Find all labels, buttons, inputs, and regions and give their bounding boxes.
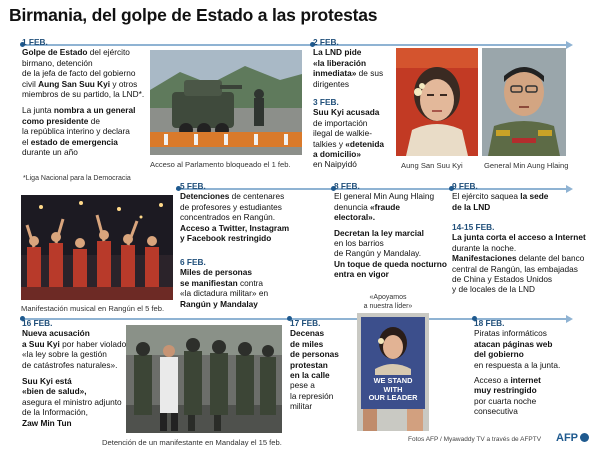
event-text: «la dictadura militar» bbox=[180, 288, 257, 299]
event-text: Aung San Suu Kyi bbox=[38, 78, 111, 89]
event-text: contra bbox=[237, 277, 264, 288]
event-text: de personas bbox=[290, 349, 339, 360]
rangoon-protest-photo bbox=[21, 195, 173, 300]
event-text: del ejército bbox=[87, 47, 130, 58]
event-text: Decenas bbox=[290, 328, 325, 339]
event-text: internet bbox=[510, 375, 541, 386]
event-date: 8 FEB. bbox=[334, 181, 360, 191]
event-text: del gobierno bbox=[474, 349, 524, 360]
event-text: de bbox=[88, 115, 100, 126]
general-caption: General Min Aung Hlaing bbox=[484, 161, 569, 170]
event-text: protestan bbox=[290, 359, 328, 370]
event-text: en los barrios bbox=[334, 238, 384, 249]
event-text: en bbox=[256, 288, 269, 299]
event-text: a Suu Kyi bbox=[22, 338, 60, 349]
event-text: «la ley sobre la gestión bbox=[22, 349, 107, 360]
sign-quote-line: a nuestra líder» bbox=[363, 302, 413, 310]
event-text: y de locales de la LND bbox=[452, 284, 536, 295]
event-feb-9 bbox=[452, 181, 592, 212]
event-text: Manifestaciones bbox=[452, 253, 517, 264]
event-text: muy restringido bbox=[474, 385, 537, 396]
event-text: El general Min Aung Hlaing bbox=[334, 191, 435, 202]
page-title: Birmania, del golpe de Estado a las protestas bbox=[9, 5, 378, 25]
event-text: por cuarta noche bbox=[474, 395, 537, 406]
sign-line: WITH bbox=[383, 384, 403, 394]
timeline-arrow-1 bbox=[566, 41, 573, 49]
event-text: La LND pide bbox=[313, 47, 362, 58]
event-text: la sede bbox=[520, 191, 549, 202]
event-feb-16 bbox=[22, 318, 132, 428]
event-date: 16 FEB. bbox=[22, 318, 53, 328]
event-text: Decretan la ley marcial bbox=[334, 227, 424, 238]
event-text: de miles bbox=[290, 338, 324, 349]
event-text: birmano, detención bbox=[22, 57, 93, 68]
event-text: estado de emergencia bbox=[30, 136, 118, 147]
event-feb-8 bbox=[334, 181, 454, 280]
event-text: atacan páginas web bbox=[474, 338, 553, 349]
event-text: de China y Estados Unidos bbox=[452, 274, 553, 285]
event-text: nombra a un general bbox=[53, 105, 136, 116]
sign-line: OUR LEADER bbox=[368, 393, 418, 403]
event-text: consecutiva bbox=[474, 406, 518, 417]
event-text: civil bbox=[22, 78, 39, 89]
event-text: Golpe de Estado bbox=[22, 47, 88, 58]
event-date: 2 FEB. bbox=[313, 37, 339, 47]
event-feb-2 bbox=[313, 37, 398, 89]
event-text: electoral». bbox=[334, 212, 376, 223]
event-text: inmediata» bbox=[313, 68, 357, 79]
event-text: de la jefa de facto del gobierno bbox=[22, 68, 136, 79]
event-text: asegura el ministro adjunto bbox=[22, 396, 122, 407]
event-text: en respuesta a la junta. bbox=[474, 359, 561, 370]
event-date: 9 FEB. bbox=[452, 181, 478, 191]
event-text: Rangún y Mandalay bbox=[180, 298, 258, 309]
footnote: *Liga Nacional para la Democracia bbox=[23, 175, 131, 182]
protest-sign-photo bbox=[357, 313, 429, 431]
sign-text bbox=[361, 377, 425, 403]
afp-logo bbox=[556, 432, 589, 444]
event-text: La junta corta el acceso a Internet bbox=[452, 232, 586, 243]
event-text: de catástrofes naturales». bbox=[22, 359, 118, 370]
event-text: delante del banco bbox=[516, 253, 585, 264]
event-text: Piratas informáticos bbox=[474, 328, 547, 339]
event-date: 5 FEB. bbox=[180, 181, 206, 191]
afp-logo-globe-icon bbox=[580, 433, 589, 442]
event-text: la represión bbox=[290, 390, 334, 401]
event-feb-17 bbox=[290, 318, 352, 412]
event-date: 17 FEB. bbox=[290, 318, 321, 328]
event-feb-1 bbox=[22, 37, 157, 157]
event-text: ilegal de walkie- bbox=[313, 128, 373, 139]
sign-quote-line: «Apoyamos bbox=[369, 294, 407, 301]
event-text: Suu Kyi está bbox=[22, 376, 72, 387]
parliament-photo bbox=[150, 50, 302, 155]
event-text: de la LND bbox=[452, 201, 491, 212]
event-date: 18 FEB. bbox=[474, 318, 505, 328]
event-text: denuncia bbox=[334, 201, 370, 212]
event-text: durante un año bbox=[22, 147, 78, 158]
event-text: de Rangún y Mandalay. bbox=[334, 248, 422, 259]
suu-kyi-photo bbox=[396, 48, 478, 156]
event-text: Acceso a bbox=[474, 375, 511, 386]
event-text: de importación bbox=[313, 117, 368, 128]
event-text: «detenida bbox=[345, 138, 385, 149]
event-text: entra en vigor bbox=[334, 269, 389, 280]
mandalay-arrest-photo bbox=[126, 325, 282, 433]
event-feb-14-15 bbox=[452, 222, 597, 295]
general-photo bbox=[482, 48, 566, 156]
event-text: Detenciones bbox=[180, 191, 230, 202]
photo-credit: Fotos AFP / Myawaddy TV a través de AFPTV bbox=[408, 436, 542, 443]
event-text: durante la noche. bbox=[452, 242, 517, 253]
event-text: de la Información, bbox=[22, 407, 88, 418]
event-date: 6 FEB. bbox=[180, 257, 206, 267]
event-text: pese a bbox=[290, 380, 315, 391]
event-text: «bien de salud», bbox=[22, 386, 87, 397]
rangoon-caption: Manifestación musical en Rangún el 5 feb. bbox=[21, 304, 165, 313]
event-text: de profesores y estudiantes bbox=[180, 201, 282, 212]
event-text: «fraude bbox=[369, 201, 400, 212]
event-date: 1 FEB. bbox=[22, 37, 48, 47]
event-feb-6 bbox=[180, 257, 330, 309]
event-text: Zaw Min Tun bbox=[22, 417, 72, 428]
event-text: y Facebook restringido bbox=[180, 233, 272, 244]
afp-logo-text: AFP bbox=[556, 432, 578, 444]
event-date: 3 FEB. bbox=[313, 97, 339, 107]
event-text: «la liberación bbox=[313, 57, 367, 68]
event-text: a domicilio» bbox=[313, 149, 361, 160]
event-feb-18 bbox=[474, 318, 594, 417]
event-text: Miles de personas bbox=[180, 267, 252, 278]
event-text: en la calle bbox=[290, 370, 330, 381]
sign-quote bbox=[356, 294, 420, 311]
event-text: Acceso a Twitter, Instagram bbox=[180, 222, 290, 233]
parliament-caption: Acceso al Parlamento bloqueado el 1 feb. bbox=[150, 160, 291, 169]
event-text: central de Rangún, las embajadas bbox=[452, 263, 578, 274]
event-text: como presidente bbox=[22, 115, 89, 126]
mandalay-caption: Detención de un manifestante en Mandalay el 15 feb. bbox=[102, 438, 282, 447]
event-text: talkies y bbox=[313, 138, 346, 149]
event-text: Un toque de queda nocturno bbox=[334, 258, 447, 269]
event-text: Nueva acusación bbox=[22, 328, 90, 339]
event-text: en Naipyidó bbox=[313, 159, 357, 170]
event-text: La junta bbox=[22, 105, 54, 116]
event-text: la república interino y declara bbox=[22, 126, 130, 137]
sign-line: WE STAND bbox=[373, 376, 413, 385]
event-text: Suu Kyi acusada bbox=[313, 107, 380, 118]
event-text: se manifiestan bbox=[180, 277, 238, 288]
event-text: y otros bbox=[110, 78, 138, 89]
event-text: miembros de su partido, la LND*. bbox=[22, 89, 145, 100]
event-text: El ejército saquea bbox=[452, 191, 521, 202]
event-text: por haber violado bbox=[59, 338, 127, 349]
event-text: de centenares bbox=[229, 191, 285, 202]
event-text: concentrados en Rangún. bbox=[180, 212, 276, 223]
event-feb-3 bbox=[313, 97, 398, 170]
suu-kyi-caption: Aung San Suu Kyi bbox=[401, 161, 463, 170]
event-text: de sus bbox=[356, 68, 384, 79]
event-date: 14-15 FEB. bbox=[452, 222, 495, 232]
event-text: dirigentes bbox=[313, 78, 349, 89]
event-text: el bbox=[22, 136, 31, 147]
event-text: militar bbox=[290, 401, 313, 412]
event-feb-5 bbox=[180, 181, 330, 243]
